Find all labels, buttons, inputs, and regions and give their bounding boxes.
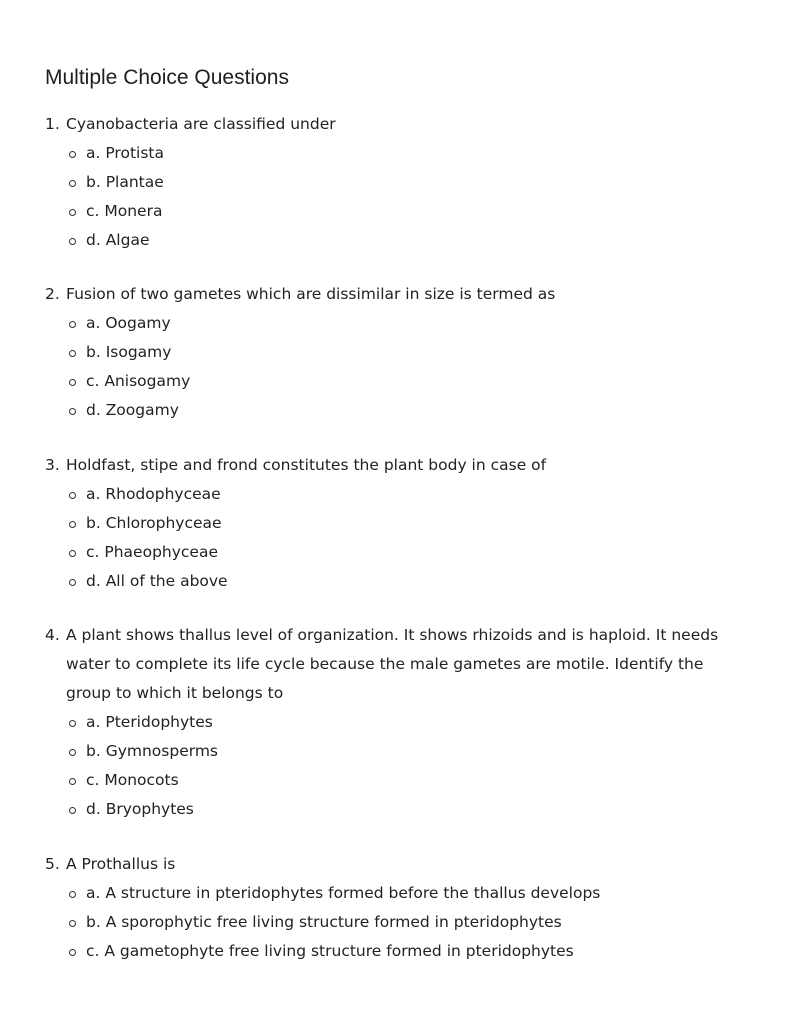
question-5 bbox=[45, 850, 745, 966]
option-item bbox=[45, 908, 745, 937]
question-text: A Prothallus is bbox=[66, 855, 176, 873]
circle-bullet-icon bbox=[69, 238, 76, 245]
page-title: Multiple Choice Questions bbox=[45, 66, 289, 89]
circle-bullet-icon bbox=[69, 151, 76, 158]
option-list bbox=[45, 708, 745, 824]
option-text: c. Monocots bbox=[86, 771, 179, 789]
option-item bbox=[45, 226, 745, 255]
option-item bbox=[45, 708, 745, 737]
circle-bullet-icon bbox=[69, 720, 76, 727]
question-stem bbox=[45, 110, 745, 139]
option-item bbox=[45, 396, 745, 425]
circle-bullet-icon bbox=[69, 321, 76, 328]
question-text: Cyanobacteria are classified under bbox=[66, 115, 336, 133]
question-text: Holdfast, stipe and frond constitutes the plant body in case of bbox=[66, 456, 547, 474]
circle-bullet-icon bbox=[69, 408, 76, 415]
option-item bbox=[45, 509, 745, 538]
question-stem bbox=[45, 280, 745, 309]
circle-bullet-icon bbox=[69, 891, 76, 898]
option-list bbox=[45, 879, 745, 966]
question-4 bbox=[45, 621, 745, 824]
circle-bullet-icon bbox=[69, 209, 76, 216]
question-1 bbox=[45, 110, 745, 255]
option-list bbox=[45, 309, 745, 425]
circle-bullet-icon bbox=[69, 550, 76, 557]
option-item bbox=[45, 309, 745, 338]
option-item bbox=[45, 879, 745, 908]
option-item bbox=[45, 937, 745, 966]
circle-bullet-icon bbox=[69, 579, 76, 586]
option-item bbox=[45, 367, 745, 396]
option-text: c. A gametophyte free living structure formed in pteridophytes bbox=[86, 942, 574, 960]
circle-bullet-icon bbox=[69, 749, 76, 756]
question-number: 2. bbox=[45, 285, 60, 303]
question-stem bbox=[45, 850, 745, 879]
option-list bbox=[45, 139, 745, 255]
option-item bbox=[45, 338, 745, 367]
option-text: a. Protista bbox=[86, 144, 164, 162]
option-item bbox=[45, 139, 745, 168]
circle-bullet-icon bbox=[69, 350, 76, 357]
option-text: b. Gymnosperms bbox=[86, 742, 219, 760]
option-text: d. Bryophytes bbox=[86, 800, 194, 818]
circle-bullet-icon bbox=[69, 180, 76, 187]
option-text: a. Oogamy bbox=[86, 314, 171, 332]
question-2 bbox=[45, 280, 745, 425]
option-text: c. Phaeophyceae bbox=[86, 543, 218, 561]
circle-bullet-icon bbox=[69, 521, 76, 528]
circle-bullet-icon bbox=[69, 949, 76, 956]
question-3 bbox=[45, 451, 745, 596]
circle-bullet-icon bbox=[69, 379, 76, 386]
option-text: d. All of the above bbox=[86, 572, 228, 590]
option-text: c. Monera bbox=[86, 202, 163, 220]
option-item bbox=[45, 197, 745, 226]
option-text: c. Anisogamy bbox=[86, 372, 191, 390]
question-text: Fusion of two gametes which are dissimilar in size is termed as bbox=[66, 285, 556, 303]
option-item bbox=[45, 766, 745, 795]
option-list bbox=[45, 480, 745, 596]
option-text: a. Pteridophytes bbox=[86, 713, 213, 731]
question-number: 4. bbox=[45, 626, 60, 644]
option-item bbox=[45, 795, 745, 824]
circle-bullet-icon bbox=[69, 807, 76, 814]
option-text: a. A structure in pteridophytes formed before the thallus develops bbox=[86, 884, 601, 902]
option-item bbox=[45, 168, 745, 197]
option-text: d. Zoogamy bbox=[86, 401, 179, 419]
option-text: d. Algae bbox=[86, 231, 150, 249]
option-item bbox=[45, 567, 745, 596]
option-item bbox=[45, 480, 745, 509]
option-text: b. Isogamy bbox=[86, 343, 172, 361]
option-item bbox=[45, 737, 745, 766]
option-text: b. Plantae bbox=[86, 173, 164, 191]
circle-bullet-icon bbox=[69, 778, 76, 785]
option-text: a. Rhodophyceae bbox=[86, 485, 221, 503]
question-text: A plant shows thallus level of organization. It shows rhizoids and is haploid. It needs water to complete its life cycle because the male gametes are motile. Identify the group to which it belongs to bbox=[66, 626, 719, 702]
question-stem bbox=[45, 621, 745, 708]
question-number: 3. bbox=[45, 456, 60, 474]
option-text: b. Chlorophyceae bbox=[86, 514, 222, 532]
question-stem bbox=[45, 451, 745, 480]
option-text: b. A sporophytic free living structure formed in pteridophytes bbox=[86, 913, 562, 931]
option-item bbox=[45, 538, 745, 567]
circle-bullet-icon bbox=[69, 492, 76, 499]
question-number: 1. bbox=[45, 115, 60, 133]
circle-bullet-icon bbox=[69, 920, 76, 927]
question-number: 5. bbox=[45, 855, 60, 873]
